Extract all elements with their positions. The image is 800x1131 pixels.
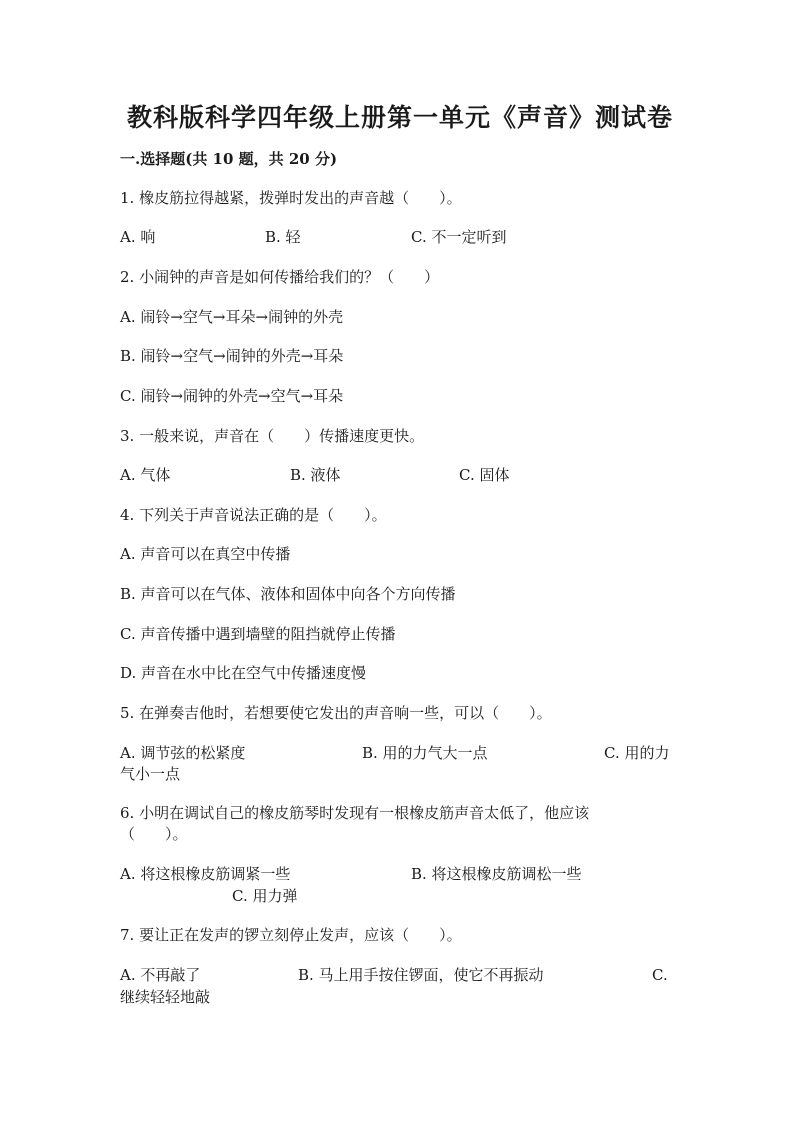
- q5-option-b: B. 用的力气大一点: [362, 744, 488, 762]
- q1-option-c: C. 不一定听到: [411, 228, 507, 246]
- q4-option-a: A. 声音可以在真空中传播: [120, 545, 291, 563]
- question-1: 1. 橡皮筋拉得越紧，拨弹时发出的声音越（ ）。: [120, 189, 462, 207]
- q3-option-b: B. 液体: [290, 466, 341, 484]
- q2-option-c: C. 闹铃→闹钟的外壳→空气→耳朵: [120, 387, 344, 405]
- page-title: 教科版科学四年级上册第一单元《声音》测试卷: [126, 103, 673, 132]
- question-6-wrap: （ ）。: [120, 825, 188, 843]
- q6-option-c: C. 用力弹: [232, 887, 298, 905]
- q4-option-b: B. 声音可以在气体、液体和固体中向各个方向传播: [120, 585, 456, 603]
- q1-option-a: A. 响: [120, 228, 156, 246]
- q3-option-c: C. 固体: [459, 466, 510, 484]
- q6-option-b: B. 将这根橡皮筋调松一些: [411, 865, 582, 883]
- q3-option-a: A. 气体: [120, 466, 171, 484]
- q4-option-d: D. 声音在水中比在空气中传播速度慢: [120, 664, 367, 682]
- q7-option-c: C.: [652, 966, 668, 984]
- question-5: 5. 在弹奏吉他时，若想要使它发出的声音响一些，可以（ ）。: [120, 704, 552, 722]
- question-3: 3. 一般来说，声音在（ ）传播速度更快。: [120, 427, 425, 445]
- q7-option-b: B. 马上用手按住锣面，使它不再振动: [298, 966, 544, 984]
- section-heading: 一.选择题(共 10 题，共 20 分): [120, 150, 338, 168]
- q7-option-a: A. 不再敲了: [120, 966, 201, 984]
- q5-option-c-wrap: 气小一点: [120, 765, 181, 783]
- q5-option-a: A. 调节弦的松紧度: [120, 744, 246, 762]
- q2-option-a: A. 闹铃→空气→耳朵→闹钟的外壳: [120, 308, 344, 326]
- q5-option-c: C. 用的力: [604, 744, 670, 762]
- question-7: 7. 要让正在发声的锣立刻停止发声，应该（ ）。: [120, 926, 462, 944]
- q1-option-b: B. 轻: [265, 228, 301, 246]
- q7-option-c-wrap: 继续轻轻地敲: [120, 988, 211, 1006]
- question-2: 2. 小闹钟的声音是如何传播给我们的？（ ）: [120, 268, 440, 286]
- q4-option-c: C. 声音传播中遇到墙壁的阻挡就停止传播: [120, 625, 396, 643]
- question-4: 4. 下列关于声音说法正确的是（ ）。: [120, 506, 387, 524]
- q6-option-a: A. 将这根橡皮筋调紧一些: [120, 865, 291, 883]
- q2-option-b: B. 闹铃→空气→闹钟的外壳→耳朵: [120, 347, 344, 365]
- question-6: 6. 小明在调试自己的橡皮筋琴时发现有一根橡皮筋声音太低了，他应该: [120, 804, 590, 822]
